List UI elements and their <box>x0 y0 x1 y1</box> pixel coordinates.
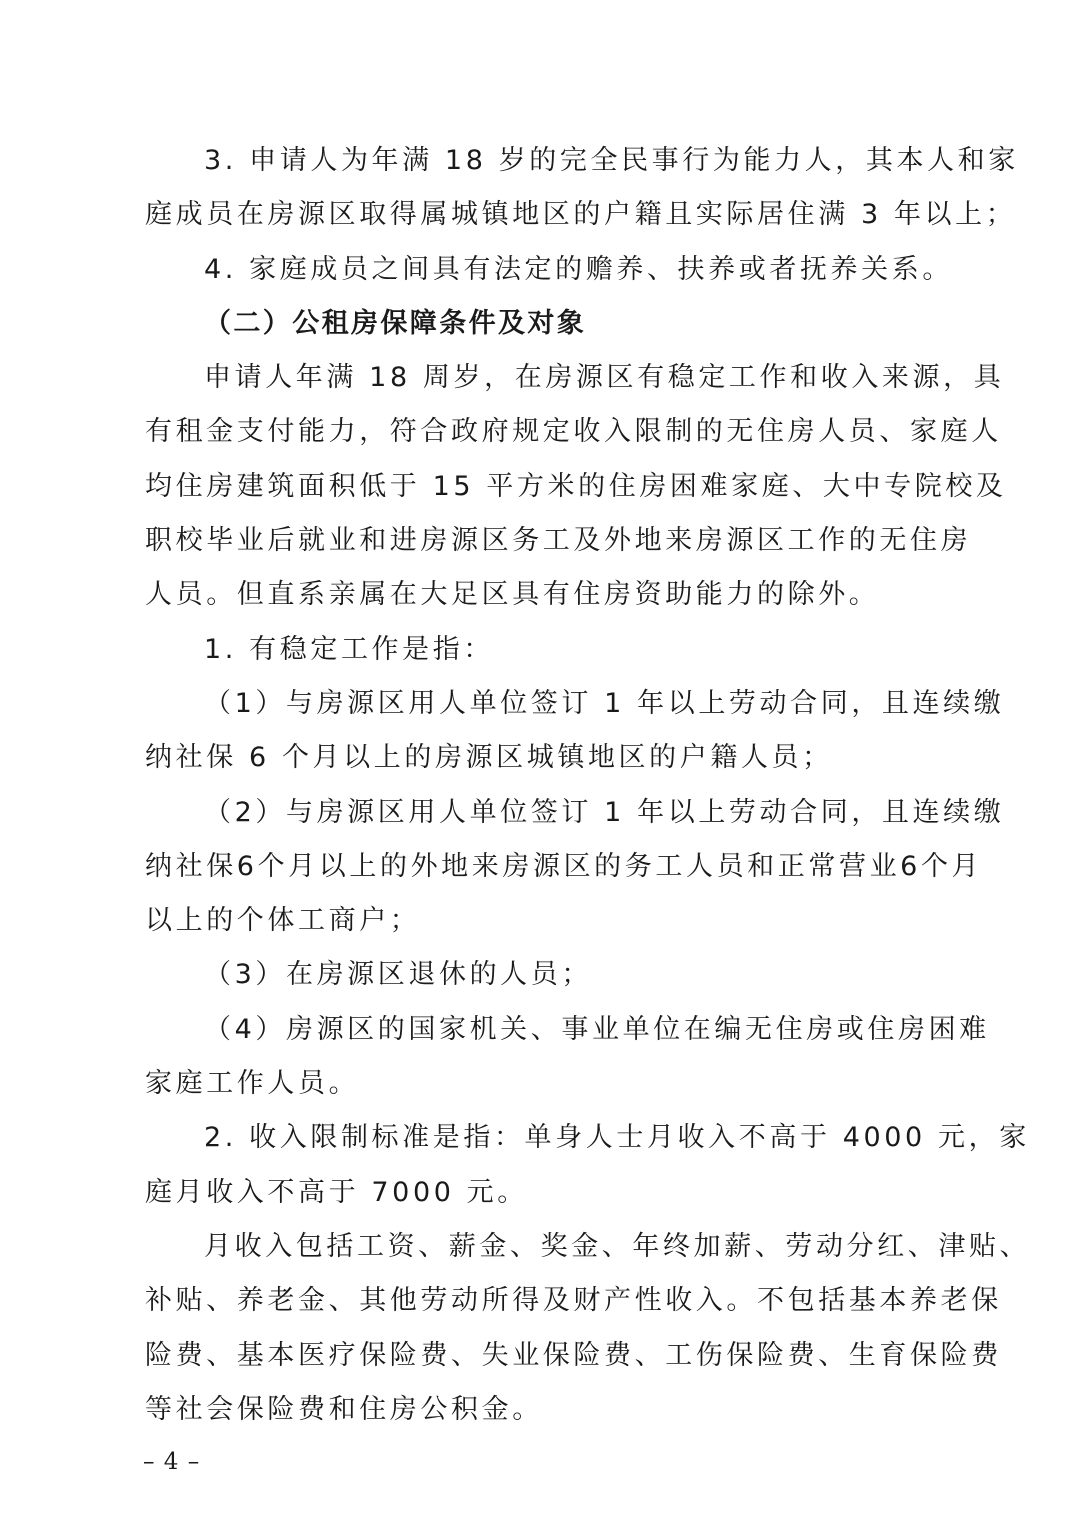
section-heading: （二）公租房保障条件及对象 <box>204 307 587 339</box>
text-line: （3）在房源区退休的人员； <box>204 959 592 991</box>
text-line: 1. 有稳定工作是指： <box>204 633 494 665</box>
text-line: 职校毕业后就业和进房源区务工及外地来房源区工作的无住房 <box>145 525 972 557</box>
text-line: （4）房源区的国家机关、事业单位在编无住房或住房困难 <box>204 1013 990 1045</box>
text-line: 险费、基本医疗保险费、失业保险费、工伤保险费、生育保险费 <box>145 1339 1002 1371</box>
text-line: 庭月收入不高于 7000 元。 <box>145 1176 528 1208</box>
page-number: – 4 – <box>143 1449 201 1475</box>
text-line: 申请人年满 18 周岁，在房源区有稳定工作和收入来源，具 <box>204 362 1005 394</box>
text-line: 家庭工作人员。 <box>145 1068 360 1100</box>
text-line: （2）与房源区用人单位签订 1 年以上劳动合同，且连续缴 <box>204 796 1005 828</box>
text-line: 补贴、养老金、其他劳动所得及财产性收入。不包括基本养老保 <box>145 1285 1002 1317</box>
text-line: 纳社保6个月以上的外地来房源区的务工人员和正常营业6个月 <box>145 850 983 882</box>
text-line: 纳社保 6 个月以上的房源区城镇地区的户籍人员； <box>145 742 833 774</box>
text-line: 月收入包括工资、薪金、奖金、年终加薪、劳动分红、津贴、 <box>204 1230 1031 1262</box>
text-line: 等社会保险费和住房公积金。 <box>145 1393 543 1425</box>
text-line: 以上的个体工商户； <box>145 905 421 937</box>
text-line: 2. 收入限制标准是指：单身人士月收入不高于 4000 元，家 <box>204 1122 1030 1154</box>
text-line: 庭成员在房源区取得属城镇地区的户籍且实际居住满 3 年以上； <box>145 199 1017 231</box>
text-line: 4. 家庭成员之间具有法定的赡养、扶养或者抚养关系。 <box>204 253 953 285</box>
text-line: 人员。但直系亲属在大足区具有住房资助能力的除外。 <box>145 579 880 611</box>
text-line: 有租金支付能力，符合政府规定收入限制的无住房人员、家庭人 <box>145 416 1002 448</box>
text-line: 均住房建筑面积低于 15 平方米的住房困难家庭、大中专院校及 <box>145 470 1007 502</box>
document-body <box>145 134 1031 1437</box>
text-line: （1）与房源区用人单位签订 1 年以上劳动合同，且连续缴 <box>204 687 1005 719</box>
text-line: 3. 申请人为年满 18 岁的完全民事行为能力人，其本人和家 <box>204 145 1019 176</box>
